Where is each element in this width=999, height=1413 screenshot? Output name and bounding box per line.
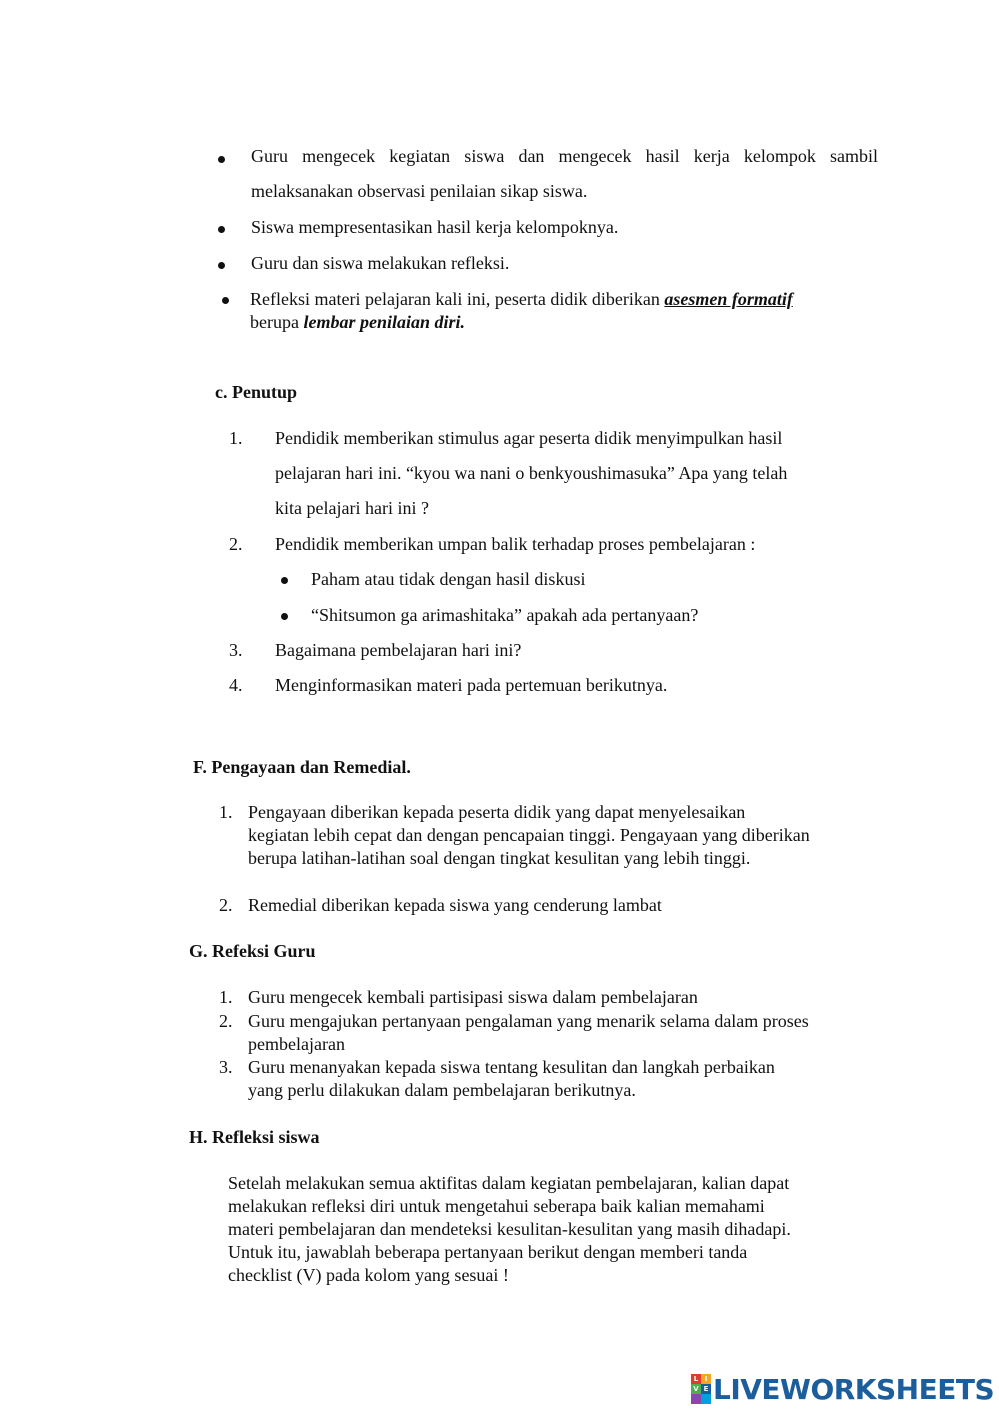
refleksi-bullet-line2 xyxy=(250,312,465,333)
list-item-text: Guru menanyakan kepada siswa tentang kesulitan dan langkah perbaikan xyxy=(248,1057,775,1077)
list-item-text: pembelajaran xyxy=(248,1034,345,1054)
list-item-text: pelajaran hari ini. “kyou wa nani o benkyoushimasuka” Apa yang telah xyxy=(275,463,788,483)
list-item-text: Bagaimana pembelajaran hari ini? xyxy=(275,640,522,660)
list-item-text: kita pelajari hari ini ? xyxy=(275,498,429,518)
logo-mark-cell: V xyxy=(691,1384,701,1394)
bullet-dot xyxy=(218,226,225,233)
bullet-dot xyxy=(281,613,288,620)
paragraph-line: checklist (V) pada kolom yang sesuai ! xyxy=(228,1265,509,1285)
list-item-text: Guru mengajukan pertanyaan pengalaman yang menarik selama dalam proses xyxy=(248,1011,809,1031)
paragraph-line: materi pembelajaran dan mendeteksi kesulitan-kesulitan yang masih dihadapi. xyxy=(228,1219,791,1239)
refleksi-text: berupa xyxy=(250,312,304,332)
bullet-text: Guru mengecek kegiatan siswa dan mengecek hasil kerja kelompok sambil xyxy=(251,146,878,166)
list-item-text: berupa latihan-latihan soal dengan tingkat kesulitan yang lebih tinggi. xyxy=(248,848,751,868)
logo-mark-cell xyxy=(701,1394,711,1404)
paragraph-line: Untuk itu, jawablah beberapa pertanyaan berikut dengan memberi tanda xyxy=(228,1242,748,1262)
refleksi-text: Refleksi materi pelajaran kali ini, peserta didik diberikan xyxy=(250,289,665,309)
bullet-text: Siswa mempresentasikan hasil kerja kelompoknya. xyxy=(251,217,619,237)
list-number: 1. xyxy=(229,428,243,448)
sub-bullet-text: “Shitsumon ga arimashitaka” apakah ada pertanyaan? xyxy=(311,605,699,625)
logo-mark-cell: E xyxy=(701,1384,711,1394)
list-number: 3. xyxy=(229,640,243,660)
list-item-text: yang perlu dilakukan dalam pembelajaran berikutnya. xyxy=(248,1080,636,1100)
list-item-text: Menginformasikan materi pada pertemuan berikutnya. xyxy=(275,675,668,695)
list-item-text: Pendidik memberikan umpan balik terhadap proses pembelajaran : xyxy=(275,534,756,554)
bullet-dot xyxy=(281,577,288,584)
list-number: 1. xyxy=(219,802,233,822)
list-item-text: Pengayaan diberikan kepada peserta didik yang dapat menyelesaikan xyxy=(248,802,746,822)
list-item-text: Guru mengecek kembali partisipasi siswa dalam pembelajaran xyxy=(248,987,698,1007)
liveworksheets-logo xyxy=(691,1372,995,1406)
asesmen-formatif-emphasis: asesmen formatif xyxy=(664,289,793,309)
paragraph-line: Setelah melakukan semua aktifitas dalam kegiatan pembelajaran, kalian dapat xyxy=(228,1173,790,1193)
lembar-penilaian-emphasis: lembar penilaian diri. xyxy=(303,312,466,332)
list-number: 3. xyxy=(219,1057,233,1077)
list-number: 1. xyxy=(219,987,233,1007)
list-number: 4. xyxy=(229,675,243,695)
list-number: 2. xyxy=(229,534,243,554)
section-heading-penutup: c. Penutup xyxy=(215,382,298,402)
paragraph-line: melakukan refleksi diri untuk mengetahui seberapa baik kalian memahami xyxy=(228,1196,765,1216)
logo-mark-cell: I xyxy=(701,1374,711,1384)
section-heading-refleksi-siswa: H. Refleksi siswa xyxy=(189,1127,320,1147)
logo-mark-cell xyxy=(691,1394,701,1404)
logo-mark-cell: L xyxy=(691,1374,701,1384)
list-item-text: kegiatan lebih cepat dan dengan pencapaian tinggi. Pengayaan yang diberikan xyxy=(248,825,810,845)
list-item-text: Pendidik memberikan stimulus agar peserta didik menyimpulkan hasil xyxy=(275,428,783,448)
section-heading-pengayaan: F. Pengayaan dan Remedial. xyxy=(193,757,411,777)
bullet-dot xyxy=(222,297,229,304)
bullet-dot xyxy=(218,262,225,269)
bullet-text: Guru dan siswa melakukan refleksi. xyxy=(251,253,510,273)
list-number: 2. xyxy=(219,1011,233,1031)
sub-bullet-text: Paham atau tidak dengan hasil diskusi xyxy=(311,569,586,589)
list-item-text: Remedial diberikan kepada siswa yang cenderung lambat xyxy=(248,895,662,915)
logo-mark-icon xyxy=(691,1374,711,1404)
list-number: 2. xyxy=(219,895,233,915)
logo-text: LIVEWORKSHEETS xyxy=(713,1372,995,1406)
refleksi-bullet-line1 xyxy=(250,289,793,310)
bullet-text: melaksanakan observasi penilaian sikap siswa. xyxy=(251,181,588,201)
section-heading-refeksi-guru: G. Refeksi Guru xyxy=(189,941,316,961)
bullet-dot xyxy=(218,156,225,163)
